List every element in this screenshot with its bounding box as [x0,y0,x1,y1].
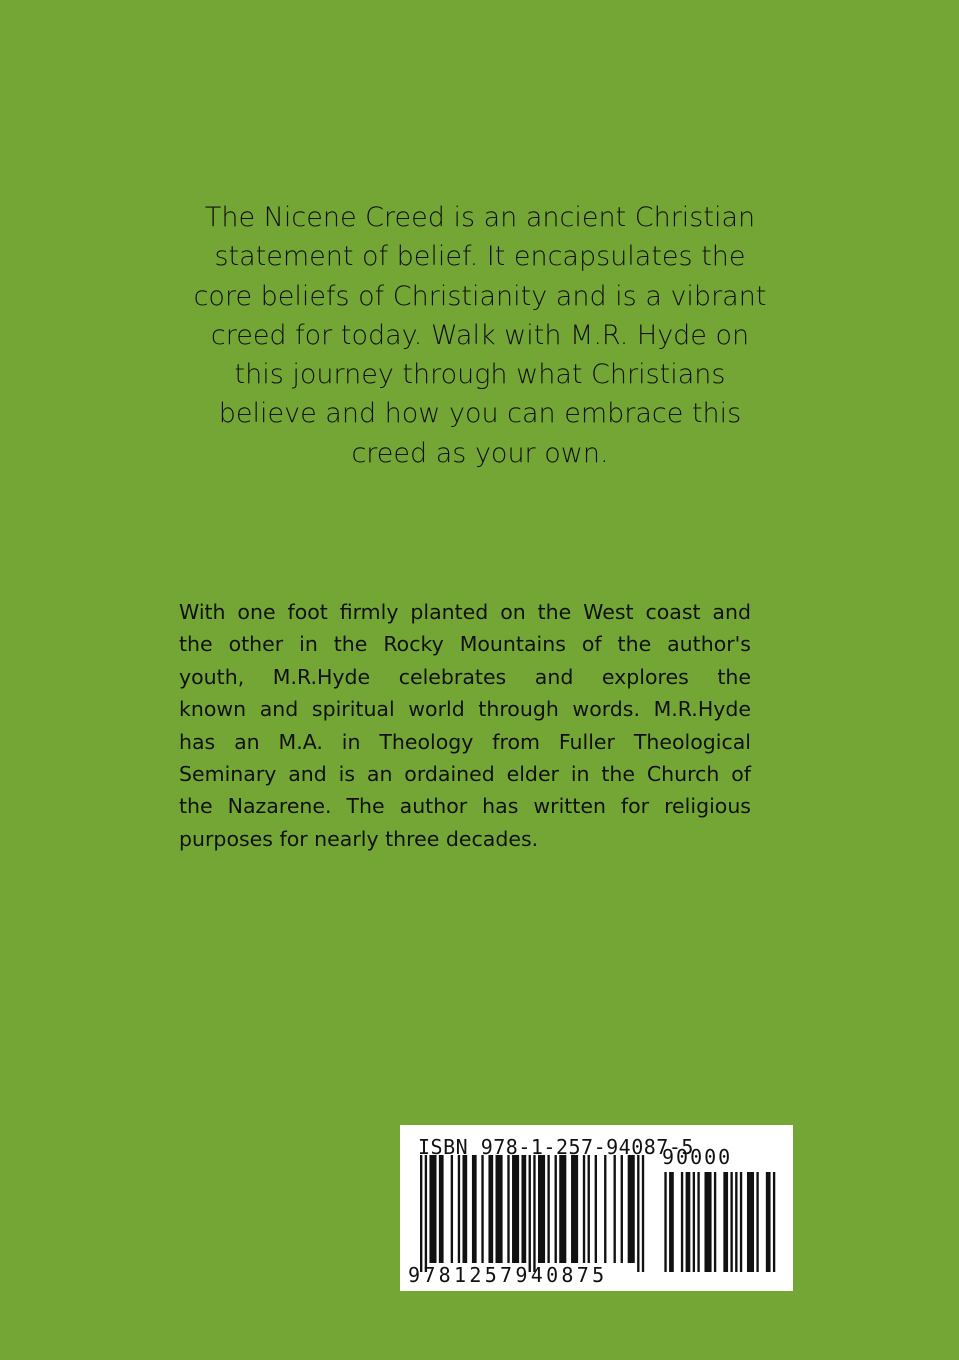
barcode-bar [547,1155,549,1263]
blurb-line: The Nicene Creed is an ancient Christian [204,202,756,233]
cover-blurb [160,198,800,473]
barcode-bar [559,1155,566,1263]
barcode-bar [439,1155,444,1263]
bio-line: With one foot firmly planted on the West coast and [179,600,751,624]
barcode-bar [420,1155,422,1272]
barcode-bar [533,1155,535,1272]
barcode-bar [614,1155,616,1263]
barcode-bar [507,1155,509,1263]
ean-digits: 9781257940875 [408,1263,608,1287]
barcode-bar [664,1172,666,1272]
author-bio [179,596,751,855]
barcode-bar [723,1172,728,1272]
barcode-bar [637,1155,639,1272]
barcode-bar [681,1172,683,1272]
isbn-barcode [400,1125,793,1291]
blurb-line: core beliefs of Christianity and is a vibrant [193,280,767,312]
blurb-line: this journey through what Christians [234,359,726,391]
barcode-bar [521,1155,526,1263]
barcode-bar [747,1172,754,1272]
barcode-bar [735,1172,737,1272]
barcode-bar [704,1172,711,1272]
barcode-bar [773,1172,775,1272]
barcode-bar [595,1155,597,1263]
bio-line: the other in the Rocky Mountains of the author's [179,632,751,657]
barcode-bar [583,1155,585,1263]
barcode-bar [529,1155,531,1272]
barcode-bar [669,1172,674,1272]
barcode-bar [538,1155,545,1263]
barcode-bar [714,1172,716,1272]
barcode-bar [604,1155,606,1263]
blurb-line: statement of belief. It encapsulates the [214,241,746,273]
bio-line: youth, M.R.Hyde celebrates and explores the [179,664,751,689]
barcode-bar [429,1155,436,1263]
barcode-bar [496,1155,503,1263]
barcode-bar [642,1155,644,1272]
addon-bars [664,1172,775,1272]
isbn-label: ISBN 978-1-257-94087-5 [418,1135,694,1159]
barcode-bar [451,1155,453,1263]
barcode-bar [621,1155,623,1263]
bio-line: purposes for nearly three decades. [179,826,539,851]
barcode-bar [740,1172,742,1272]
barcode-bar [472,1155,477,1263]
barcode-bar [512,1155,519,1263]
addon-digits: 90000 [662,1145,733,1169]
bio-line: Seminary and is an ordained elder in the Church of [179,762,751,787]
barcode-bar [697,1172,699,1272]
barcode-bar [425,1155,427,1272]
barcode-bar [588,1155,590,1263]
barcode-bar [730,1172,732,1272]
bio-line: known and spiritual world through words. M.R.Hyde [179,697,751,722]
barcode-bar [458,1155,460,1263]
barcode-bar [555,1155,557,1263]
bio-line: has an M.A. in Theology from Fuller Theological [179,729,751,754]
blurb-line: believe and how you can embrace this [218,398,742,430]
barcode-bar [686,1172,691,1272]
barcode-bar [571,1155,578,1263]
bio-line: the Nazarene. The author has written for religious [179,794,751,819]
barcode-bar [693,1172,695,1272]
blurb-line: creed for today. Walk with M.R. Hyde on [210,319,750,351]
barcode-bar [628,1155,635,1263]
ean-bars [420,1155,644,1272]
barcode-bar [766,1172,771,1272]
barcode-bar [481,1155,483,1263]
barcode-bar [462,1155,467,1263]
blurb-line: creed as your own. [351,437,609,469]
barcode-bar [488,1155,493,1263]
barcode-bar [756,1172,758,1272]
